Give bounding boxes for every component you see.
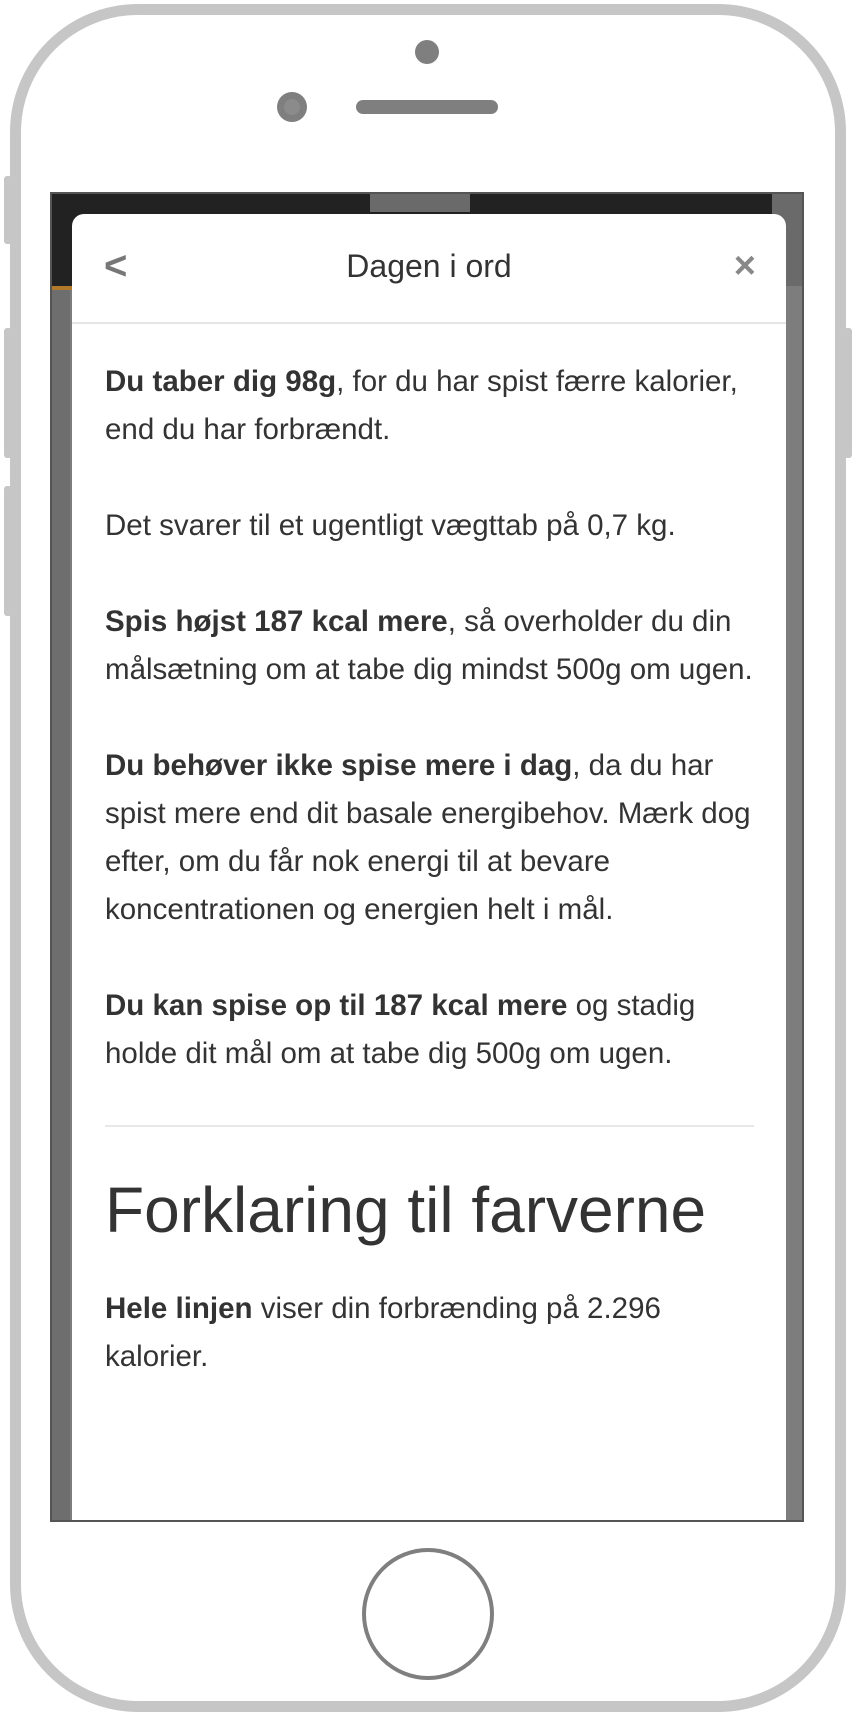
day-in-words-modal — [72, 214, 786, 1522]
app-topbar-tab — [370, 194, 470, 212]
remaining-intake-text: og stadig holde dit mål om at tabe dig 500g om ugen. — [105, 989, 696, 1070]
weekly-loss-paragraph: Det svarer til et ugentligt vægttab på 0,7 kg. — [105, 509, 676, 542]
modal-body — [72, 324, 786, 1381]
earpiece-speaker — [356, 100, 498, 114]
remaining-intake-highlight: Du kan spise op til 187 kcal mere — [105, 989, 568, 1022]
modal-title: Dagen i ord — [346, 248, 512, 284]
max-intake-highlight: Spis højst 187 kcal mere — [105, 605, 448, 638]
max-intake-text: , så overholder du din målsætning om at tabe dig mindst 500g om ugen. — [105, 605, 753, 686]
close-button[interactable]: × — [733, 245, 756, 287]
home-button — [362, 1548, 494, 1680]
back-button[interactable]: < — [104, 244, 128, 288]
energy-need-text: , da du har spist mere end dit basale energibehov. Mærk dog efter, om du får nok energi til at bevare koncentrationen og energien helt i mål. — [105, 749, 751, 926]
phone-screen — [50, 192, 804, 1522]
full-line-paragraph — [105, 1285, 754, 1381]
color-legend-heading: Forklaring til farverne — [105, 1174, 707, 1246]
section-divider — [105, 1125, 754, 1127]
max-intake-paragraph — [105, 598, 754, 694]
full-line-highlight: Hele linjen — [105, 1292, 253, 1325]
weight-loss-highlight: Du taber dig 98g — [105, 365, 337, 398]
front-camera-icon — [277, 92, 307, 122]
weight-loss-paragraph — [105, 358, 754, 454]
energy-need-highlight: Du behøver ikke spise mere i dag — [105, 749, 573, 782]
remaining-intake-paragraph — [105, 982, 754, 1078]
weight-loss-text: , for du har spist færre kalorier, end du har forbrændt. — [105, 365, 738, 446]
full-line-text: viser din forbrænding på 2.296 kalorier. — [105, 1292, 661, 1373]
energy-need-paragraph — [105, 742, 754, 934]
proximity-sensor — [415, 40, 439, 64]
modal-header — [72, 214, 786, 324]
app-background-strip — [52, 290, 70, 1522]
